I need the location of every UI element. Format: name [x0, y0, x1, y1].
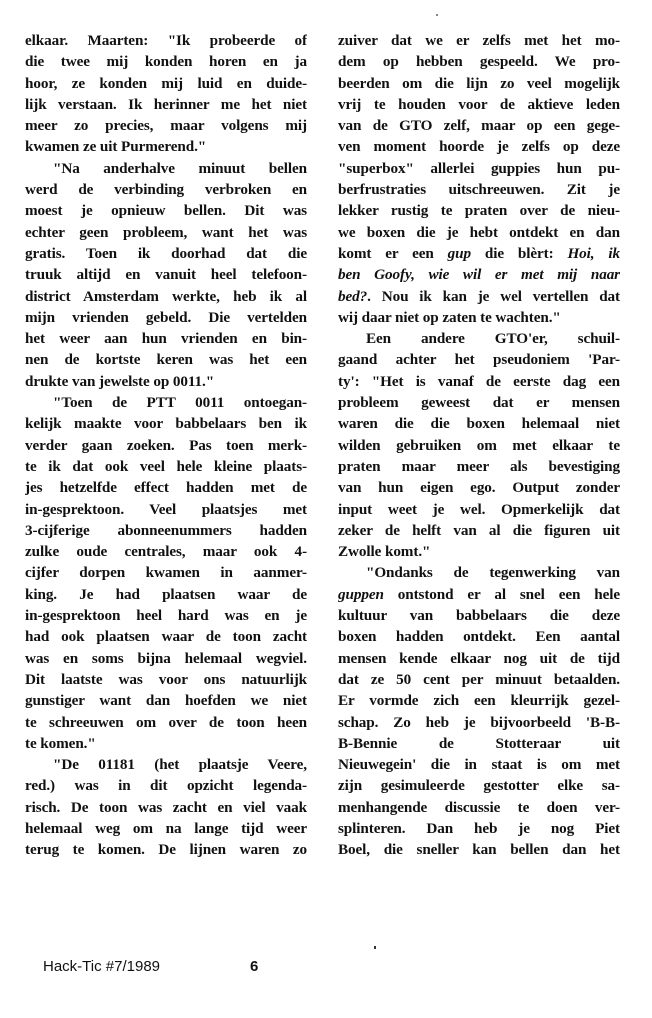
- text-line: elkaar. Maarten: "Ik probeerde of: [25, 32, 307, 49]
- text-line: red.) was in dit opzicht legenda-: [25, 777, 307, 795]
- text-line: kelijk maakte voor babbelaars ben ik: [25, 415, 307, 433]
- text-span: die blèrt:: [471, 244, 568, 262]
- text-line: [338, 690, 620, 711]
- italic-text: Hoi, ik: [567, 244, 620, 262]
- text-span: gaand achter het pseudoniem 'Par-: [338, 351, 620, 369]
- text-line: [338, 733, 620, 754]
- text-span: Zwolle komt.": [338, 543, 431, 561]
- text-span: we boxen die je hebt ontdekt en dan: [338, 223, 620, 241]
- text-span: lekker rustig te praten over de nieu-: [338, 202, 620, 220]
- text-line: [338, 456, 620, 477]
- text-line: terug te komen. De lijnen waren zo: [25, 841, 307, 859]
- text-line: truuk altijd en vanuit heel telefoon-: [25, 266, 307, 284]
- text-line: [338, 243, 620, 264]
- text-span: Er vormde zich een kleurrijk gezel-: [338, 692, 620, 710]
- text-line: [338, 73, 620, 94]
- text-line: [338, 200, 620, 221]
- text-line: te schreeuwen om over de toon heen: [25, 713, 307, 731]
- text-line: [338, 648, 620, 669]
- text-line: het weer aan hun vrienden en bin-: [25, 330, 307, 348]
- italic-text: gup: [447, 244, 472, 262]
- text-span: dem op hebben gespeeld. We pro-: [338, 53, 620, 71]
- text-line: 3-cijferige abonneenummers hadden: [25, 521, 307, 539]
- text-line: [338, 541, 620, 562]
- text-span: ven moment hoorde je zelfs op deze: [338, 138, 620, 156]
- text-span: . Nou ik kan je wel vertellen dat: [367, 287, 620, 305]
- text-line: in-gesprektoon heel hard was en je: [25, 607, 307, 625]
- text-span: vrij te houden voor de aktieve leden: [338, 95, 620, 113]
- text-span: schap. Zo heb je bijvoorbeeld 'B-B-: [338, 713, 620, 731]
- text-line: [338, 626, 620, 647]
- text-line: [338, 712, 620, 733]
- text-line: "Na anderhalve minuut bellen: [53, 159, 307, 177]
- text-line: district Amsterdam werkte, heb ik al: [25, 287, 307, 305]
- text-line: risch. De toon was zacht en viel vaak: [25, 798, 307, 816]
- text-line: "De 01181 (het plaatsje Veere,: [53, 756, 307, 774]
- text-line: echter geen probleem, want het was: [25, 223, 307, 241]
- italic-text: ben Goofy, wie wil er met mij naar: [338, 266, 620, 284]
- text-span: input weet je wel. Opmerkelijk dat: [338, 500, 620, 518]
- text-span: wij daar niet op zaten te wachten.": [338, 308, 561, 326]
- text-line: [338, 222, 620, 243]
- text-line: mijn vrienden gebeld. Die vertelden: [25, 308, 307, 326]
- text-span: menhangende discussie te doen ver-: [338, 798, 620, 816]
- text-span: Een andere GTO'er, schuil-: [366, 330, 620, 348]
- publication-footer: Hack-Tic #7/1989: [43, 958, 160, 975]
- text-line: [338, 562, 620, 583]
- text-line: Dit laatste was voor ons natuurlijk: [25, 670, 307, 688]
- text-line: [338, 307, 620, 328]
- text-line: king. Je had plaatsen waar de: [25, 585, 307, 603]
- text-line: [338, 51, 620, 72]
- text-line: zulke oude centrales, maar ook 4-: [25, 543, 307, 561]
- text-span: zeker de helft van al die figuren uit: [338, 521, 620, 539]
- text-line: [338, 30, 620, 51]
- text-line: [338, 584, 620, 605]
- text-line: [338, 286, 620, 307]
- text-line: in-gesprektoon. Veel plaatsjes met: [25, 500, 307, 518]
- text-line: moest je opnieuw bellen. Dit was: [25, 202, 307, 220]
- text-line: te komen.": [25, 734, 96, 752]
- text-line: [338, 115, 620, 136]
- text-line: "Toen de PTT 0011 ontoegan-: [53, 394, 307, 412]
- italic-text: guppen: [338, 585, 384, 603]
- text-span: berfrustraties uitschreeuwen. Zit je: [338, 181, 620, 199]
- text-line: meer zo precies, maar volgens mij: [25, 117, 307, 135]
- text-line: [338, 179, 620, 200]
- text-line: helemaal weg om na lange tijd weer: [25, 819, 307, 837]
- text-line: drukte van jewelste op 0011.": [25, 372, 215, 390]
- text-span: waren die die boxen helemaal niet: [338, 415, 620, 433]
- text-line: [338, 839, 620, 860]
- scan-speck: [436, 14, 438, 16]
- text-span: zijn gesimuleerde gestotter elke sa-: [338, 777, 620, 795]
- left-column: [25, 30, 307, 861]
- text-line: hoor, ze konden mij luid en duide-: [25, 74, 307, 92]
- page-number: 6: [250, 958, 259, 975]
- text-line: cijfer dorpen kwamen in aanmer-: [25, 564, 307, 582]
- text-span: mensen kende elkaar nog uit de tijd: [338, 649, 620, 667]
- text-span: wilden gebruiken om met elkaar te: [338, 436, 620, 454]
- text-line: [338, 435, 620, 456]
- text-span: ontstond er al snel een hele: [383, 585, 620, 603]
- text-span: "superbox" allerlei guppies hun pu-: [338, 159, 620, 177]
- text-line: was en soms bijna helemaal wegviel.: [25, 649, 307, 667]
- text-span: ty': "Het is vanaf de eerste dag een: [338, 372, 620, 390]
- text-line: [338, 158, 620, 179]
- text-line: [338, 669, 620, 690]
- text-line: gunstiger want dan hoefden we niet: [25, 692, 307, 710]
- text-line: [338, 477, 620, 498]
- text-line: [338, 797, 620, 818]
- text-span: komt er een: [338, 244, 448, 262]
- text-line: had ook plaatsen waar de toon zacht: [25, 628, 307, 646]
- italic-text: bed?: [338, 287, 368, 305]
- text-line: kwamen ze uit Purmerend.": [25, 138, 207, 156]
- text-line: [338, 413, 620, 434]
- text-line: [338, 499, 620, 520]
- text-line: [338, 818, 620, 839]
- text-line: [338, 94, 620, 115]
- text-line: gratis. Toen ik doorhad dat die: [25, 244, 307, 262]
- text-line: die twee mij konden horen en ja: [25, 53, 307, 71]
- text-span: "Ondanks de tegenwerking van: [366, 564, 620, 582]
- text-line: te ik dat ook veel hele kleine plaats-: [25, 457, 307, 475]
- text-line: [338, 605, 620, 626]
- text-span: kultuur van babbelaars die deze: [338, 607, 620, 625]
- text-span: splinteren. Dan heb je nog Piet: [338, 819, 620, 837]
- text-line: lijk verstaan. Ik herinner me het niet: [25, 95, 307, 113]
- text-line: [338, 392, 620, 413]
- text-span: Boel, die sneller kan bellen dan het: [338, 841, 620, 859]
- text-span: beerden om die lijn zo veel mogelijk: [338, 74, 620, 92]
- text-span: van hun eigen ego. Output zonder: [338, 479, 620, 497]
- text-line: nen de kortste keren was het een: [25, 351, 307, 369]
- text-line: [338, 349, 620, 370]
- text-line: [338, 136, 620, 157]
- text-span: boxen hadden ontdekt. Een aantal: [338, 628, 620, 646]
- text-line: verder gaan zoeken. Pas toen merk-: [25, 436, 307, 454]
- right-column: [338, 30, 620, 861]
- text-span: van de GTO zelf, maar op een gege-: [338, 117, 620, 135]
- text-span: Nieuwegein' die in staat is om met: [338, 756, 620, 774]
- text-line: [338, 328, 620, 349]
- text-line: jes hetzelfde effect hadden met de: [25, 479, 307, 497]
- text-span: probleem geweest dat er mensen: [338, 394, 620, 412]
- text-line: [338, 264, 620, 285]
- text-span: praten maar meer als bevestiging: [338, 457, 620, 475]
- text-line: [338, 520, 620, 541]
- text-line: werd de verbinding verbroken en: [25, 181, 307, 199]
- text-line: [338, 754, 620, 775]
- text-line: [338, 775, 620, 796]
- text-span: dat ze 50 cent per minuut betaalden.: [338, 670, 620, 688]
- scan-speck: [374, 946, 376, 949]
- text-span: B-Bennie de Stotteraar uit: [338, 734, 620, 752]
- text-span: zuiver dat we er zelfs met het mo-: [338, 32, 620, 49]
- text-line: [338, 371, 620, 392]
